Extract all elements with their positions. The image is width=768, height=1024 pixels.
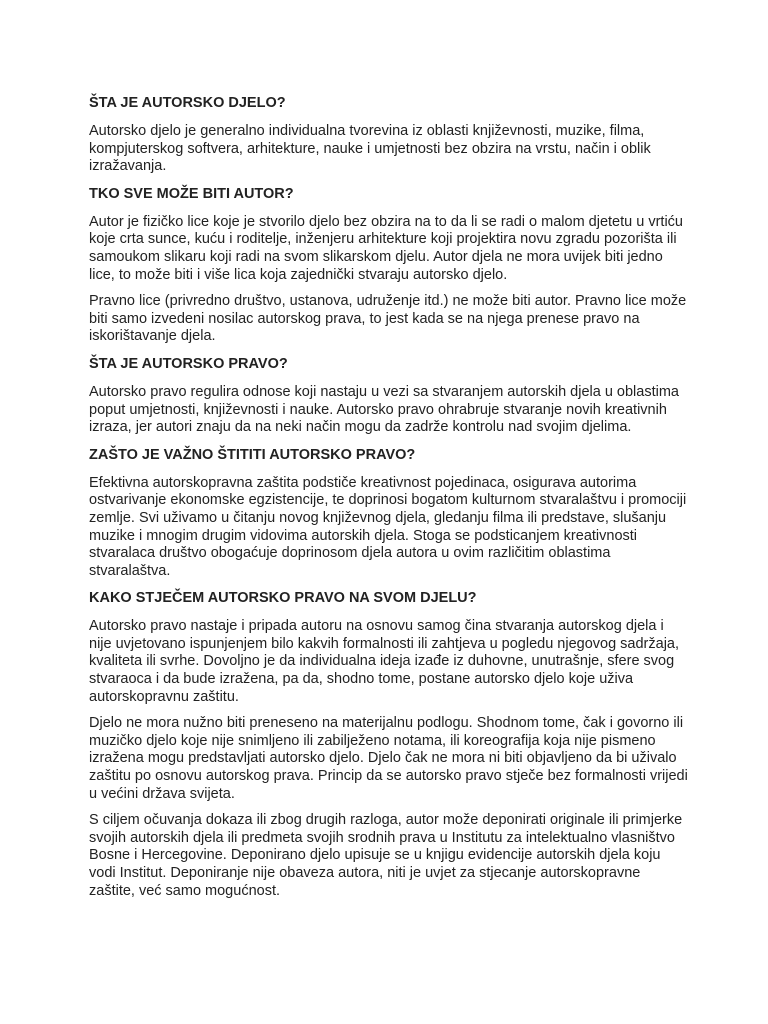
section-heading: ŠTA JE AUTORSKO DJELO? xyxy=(89,95,286,111)
paragraph: Autor je fizičko lice koje je stvorilo djelo bez obzira na to da li se radi o malom djetetu u vrtiću koje crta sunce, kuću i roditelje, inženjeru arhitekture koji projektira novu zgradu pozorišta ili samoukom slikaru koji radi na svom slikarskom djelu. Autor djela ne mora uvijek biti jedno lice, to može biti i više lica koja zajednički stvaraju autorsko djelo. xyxy=(89,213,683,283)
paragraph: Autorsko djelo je generalno individualna tvorevina iz oblasti književnosti, muzike, filma, kompjuterskog softvera, arhitekture, nauke i umjetnosti bez obzira na vrstu, način i oblik izražavanja. xyxy=(89,123,651,175)
section-why-protect-copyright xyxy=(89,446,689,581)
paragraph: Autorsko pravo regulira odnose koji nastaju u vezi sa stvaranjem autorskih djela u oblastima poput umjetnosti, književnosti i nauke. Autorsko pravo ohrabruje stvaranje novih kreativnih izraza, jer autori znaju da na neki način mogu da zadrže kontrolu nad svojim djelima. xyxy=(89,383,679,436)
section-what-is-copyright-work xyxy=(89,94,689,176)
section-who-can-be-author xyxy=(89,185,689,346)
section-heading: TKO SVE MOŽE BITI AUTOR? xyxy=(89,185,294,202)
paragraph: Pravno lice (privredno društvo, ustanova, udruženje itd.) ne može biti autor. Pravno lice može biti samo izvedeni nosilac autorskog prava, to jest kada se na njega prenese pravo na iskorištavanje djela. xyxy=(89,293,687,345)
section-how-acquire-copyright xyxy=(89,589,689,900)
paragraph: Djelo ne mora nužno biti preneseno na materijalnu podlogu. Shodnom tome, čak i govorno ili muzičko djelo koje nije snimljeno ili zabilježeno notama, ili koreografija koja nije pismeno izražena mogu predstavljati autorsko djelo. Djelo čak ne mora ni biti objavljeno da bi uživalo zaštitu po osnovu autorskog prava. Princip da se autorsko pravo stječe bez formalnosti vrijedi u većini država svijeta. xyxy=(89,715,688,802)
paragraph: Autorsko pravo nastaje i pripada autoru na osnovu samog čina stvaranja autorskog djela i nije uvjetovano ispunjenjem bilo kakvih formalnosti ili zahtjeva u pogledu njegovog sadržaja, kvaliteta ili svrhe. Dovoljno je da individualna ideja izađe iz duhovne, unutrašnje, sfere svog stvaraoca i da bude izražena, pa da, shodno tome, postane autorsko djelo koje uživa autorskopravnu zaštitu. xyxy=(89,618,680,705)
section-what-is-copyright xyxy=(89,355,689,437)
section-heading: ZAŠTO JE VAŽNO ŠTITITI AUTORSKO PRAVO? xyxy=(89,446,416,463)
paragraph: S ciljem očuvanja dokaza ili zbog drugih razloga, autor može deponirati originale ili primjerke svojih autorskih djela ili predmeta svojih srodnih prava u Institutu za intelektualno vlasništvo Bosne i Hercegovine. Deponirano djelo upisuje se u knjigu evidencije autorskih djela koju vodi Institut. Deponiranje nije obaveza autora, niti je uvjet za stjecanje autorskopravne zaštite, već samo mogućnost. xyxy=(89,812,683,899)
section-heading: ŠTA JE AUTORSKO PRAVO? xyxy=(89,355,288,372)
section-heading: KAKO STJEČEM AUTORSKO PRAVO NA SVOM DJELU? xyxy=(89,590,477,607)
paragraph: Efektivna autorskopravna zaštita podstiče kreativnost pojedinaca, osigurava autorima ostvarivanje ekonomske egzistencije, te doprinosi bogatom kulturnom stvaralaštvu i promociji zemlje. Svi uživamo u čitanju novog književnog djela, gledanju filma ili predstave, slušanju muzike i mnogim drugim vidovima autorskih djela. Stoga se podsticanjem kreativnosti stvaralaca društvo obogaćuje doprinosom djela autora u ovim različitim oblastima stvaralaštva. xyxy=(89,474,687,579)
document-body xyxy=(89,94,689,909)
